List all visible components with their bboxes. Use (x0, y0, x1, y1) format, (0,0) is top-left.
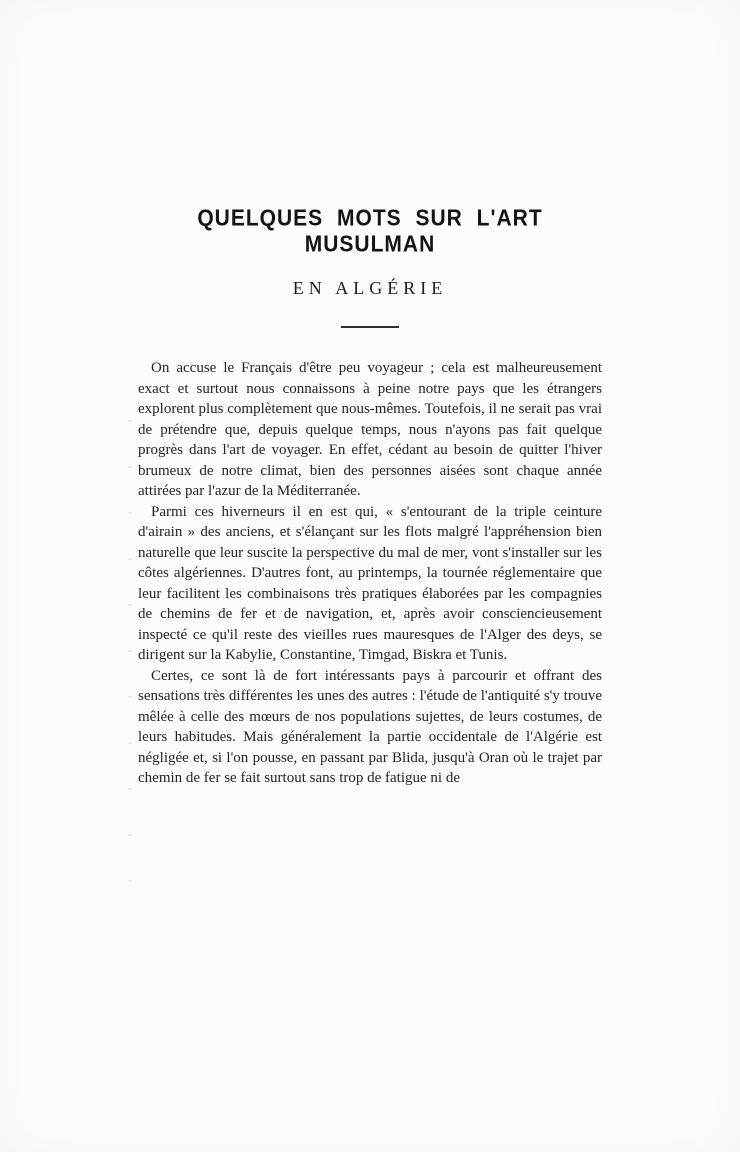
page-title: QUELQUES MOTS SUR L'ART MUSULMAN (197, 206, 543, 257)
paragraph: Parmi ces hiverneurs il en est qui, « s'entourant de la triple ceinture d'airain » des anciens, et s'élançant sur les flots malgré l'appréhension bien naturelle que leur suscite la perspective du mal de mer, vont s'installer sur les côtes algériennes. D'autres font, au printemps, la tournée réglementaire que leur facilitent les combinaisons très pratiques élaborées par les compagnies de chemins de fer et de navigation, et, après avoir consciencieusement inspecté ce qu'il reste des vieilles rues mauresques de l'Alger des deys, se dirigent sur la Kabylie, Constantine, Timgad, Biskra et Tunis. (138, 503, 602, 663)
paragraph: On accuse le Français d'être peu voyageur ; cela est malheureusement exact et surtout nous connaissons à peine notre pays que les étrangers explorent plus complètement que nous-mêmes. Toutefois, il ne serait pas vrai de prétendre que, depuis quelque temps, nous n'ayons pas fait quelque progrès dans l'art de voyager. En effet, cédant au besoin de quitter l'hiver brumeux de notre climat, bien des personnes aisées sont chaque année attirées par l'azur de la Méditerranée. (138, 360, 602, 499)
divider (341, 326, 399, 328)
paragraph: Certes, ce sont là de fort intéressants pays à parcourir et offrant des sensations très différentes les unes des autres : l'étude de l'antiquité s'y trouve mêlée à celle des mœurs de nos populations sujettes, de leurs costumes, de leurs habitudes. Mais généralement la partie occidentale de l'Algérie est négligée et, si l'on pousse, en passant par Blida, jusqu'à Oran où le trajet par chemin de fer se fait surtout sans trop de fatigue ni de (138, 667, 602, 786)
text-block (138, 0, 602, 789)
scan-artifacts (128, 420, 132, 900)
body-text (138, 358, 602, 789)
page-subtitle: EN ALGÉRIE (292, 278, 448, 298)
